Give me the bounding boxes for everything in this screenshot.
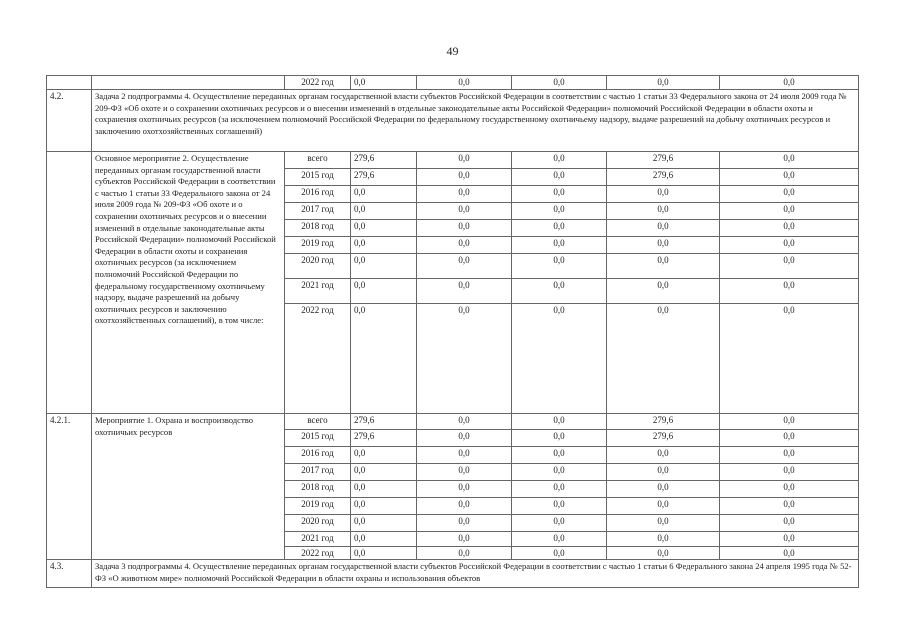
value-cell: 0,0 xyxy=(607,203,720,220)
value-cell: 0,0 xyxy=(512,220,607,237)
year-cell: 2019 год xyxy=(285,237,351,254)
year-cell: 2021 год xyxy=(285,279,351,304)
value-cell: 0,0 xyxy=(720,152,859,169)
value-cell: 0,0 xyxy=(607,464,720,481)
year-cell: всего xyxy=(285,152,351,169)
table-row xyxy=(47,152,859,169)
value-cell: 0,0 xyxy=(720,169,859,186)
value-cell: 0,0 xyxy=(720,481,859,498)
year-cell: 2018 год xyxy=(285,481,351,498)
value-cell: 0,0 xyxy=(607,515,720,532)
event-description: Основное мероприятие 2. Осуществление переданных органам государственной власти субъектов Российской Федерации в соответствии с частью 1 статьи 33 Федерального закона от 24 июля 2009 года № 209-ФЗ «Об охоте и о сохранении охотничьих ресурсов и о внесении изменений в отдельные законодательные акты Российской Федерации» полномочий Российской Федерации в области охоты и сохранения охотничьих ресурсов (за исключением полномочий Российской Федерации по федеральному государственному охотничьему надзору, выдаче разрешений на добычу охотничьих ресурсов и заключению охотхозяйственных соглашений), в том числе: xyxy=(92,152,285,414)
value-cell: 0,0 xyxy=(417,464,512,481)
value-cell: 0,0 xyxy=(351,515,417,532)
number-cell xyxy=(47,76,92,90)
value-cell: 0,0 xyxy=(720,304,859,414)
value-cell: 0,0 xyxy=(607,498,720,515)
value-cell: 279,6 xyxy=(351,169,417,186)
value-cell: 0,0 xyxy=(417,447,512,464)
year-cell: 2020 год xyxy=(285,254,351,279)
value-cell: 0,0 xyxy=(351,547,417,560)
value-cell: 279,6 xyxy=(607,152,720,169)
year-cell: 2020 год xyxy=(285,515,351,532)
value-cell: 279,6 xyxy=(607,430,720,447)
value-cell: 0,0 xyxy=(512,498,607,515)
value-cell: 0,0 xyxy=(512,76,607,90)
description-cell xyxy=(92,76,285,90)
value-cell: 0,0 xyxy=(417,547,512,560)
value-cell: 0,0 xyxy=(512,237,607,254)
value-cell: 0,0 xyxy=(351,237,417,254)
value-cell: 0,0 xyxy=(417,430,512,447)
value-cell: 0,0 xyxy=(720,254,859,279)
value-cell: 0,0 xyxy=(351,220,417,237)
value-cell: 0,0 xyxy=(512,430,607,447)
value-cell: 0,0 xyxy=(417,532,512,547)
value-cell: 0,0 xyxy=(417,304,512,414)
value-cell: 0,0 xyxy=(607,547,720,560)
year-cell: 2015 год xyxy=(285,430,351,447)
value-cell: 0,0 xyxy=(417,254,512,279)
value-cell: 0,0 xyxy=(417,220,512,237)
event-description: Мероприятие 1. Охрана и воспроизводство охотничьих ресурсов xyxy=(92,414,285,560)
value-cell: 0,0 xyxy=(720,203,859,220)
value-cell: 0,0 xyxy=(351,498,417,515)
value-cell: 0,0 xyxy=(607,481,720,498)
value-cell: 0,0 xyxy=(351,254,417,279)
year-cell: 2017 год xyxy=(285,203,351,220)
value-cell: 0,0 xyxy=(720,430,859,447)
value-cell: 0,0 xyxy=(417,279,512,304)
value-cell: 0,0 xyxy=(512,186,607,203)
value-cell: 0,0 xyxy=(351,203,417,220)
page-number: 49 xyxy=(446,44,459,58)
value-cell: 0,0 xyxy=(720,498,859,515)
value-cell: 0,0 xyxy=(720,515,859,532)
year-cell: 2019 год xyxy=(285,498,351,515)
value-cell: 0,0 xyxy=(607,186,720,203)
value-cell: 0,0 xyxy=(607,254,720,279)
value-cell: 0,0 xyxy=(512,279,607,304)
value-cell: 0,0 xyxy=(512,203,607,220)
value-cell: 0,0 xyxy=(351,304,417,414)
value-cell: 279,6 xyxy=(607,414,720,430)
value-cell: 0,0 xyxy=(351,186,417,203)
value-cell: 0,0 xyxy=(351,481,417,498)
value-cell: 0,0 xyxy=(417,481,512,498)
task-row xyxy=(47,560,859,588)
year-cell: 2021 год xyxy=(285,532,351,547)
value-cell: 0,0 xyxy=(720,220,859,237)
value-cell: 279,6 xyxy=(351,414,417,430)
value-cell: 0,0 xyxy=(417,186,512,203)
value-cell: 0,0 xyxy=(512,254,607,279)
task-number: 4.3. xyxy=(47,560,92,588)
value-cell: 0,0 xyxy=(607,220,720,237)
value-cell: 0,0 xyxy=(512,464,607,481)
value-cell: 0,0 xyxy=(417,76,512,90)
value-cell: 0,0 xyxy=(512,547,607,560)
year-cell: 2016 год xyxy=(285,186,351,203)
value-cell: 0,0 xyxy=(512,481,607,498)
value-cell: 0,0 xyxy=(351,532,417,547)
year-cell: 2022 год xyxy=(285,76,351,90)
value-cell: 279,6 xyxy=(607,169,720,186)
value-cell: 0,0 xyxy=(351,76,417,90)
value-cell: 0,0 xyxy=(417,237,512,254)
value-cell: 0,0 xyxy=(512,414,607,430)
value-cell: 0,0 xyxy=(351,279,417,304)
value-cell: 279,6 xyxy=(351,152,417,169)
value-cell: 0,0 xyxy=(417,414,512,430)
value-cell: 0,0 xyxy=(720,237,859,254)
value-cell: 0,0 xyxy=(607,447,720,464)
value-cell: 0,0 xyxy=(720,447,859,464)
number-cell: 4.2.1. xyxy=(47,414,92,560)
year-cell: всего xyxy=(285,414,351,430)
value-cell: 0,0 xyxy=(720,414,859,430)
value-cell: 0,0 xyxy=(607,237,720,254)
value-cell: 0,0 xyxy=(512,304,607,414)
value-cell: 0,0 xyxy=(417,203,512,220)
value-cell: 0,0 xyxy=(512,532,607,547)
task-number: 4.2. xyxy=(47,90,92,152)
value-cell: 279,6 xyxy=(351,430,417,447)
value-cell: 0,0 xyxy=(607,304,720,414)
year-cell: 2022 год xyxy=(285,547,351,560)
year-cell: 2016 год xyxy=(285,447,351,464)
value-cell: 0,0 xyxy=(417,152,512,169)
number-cell xyxy=(47,152,92,414)
value-cell: 0,0 xyxy=(417,169,512,186)
value-cell: 0,0 xyxy=(607,76,720,90)
value-cell: 0,0 xyxy=(512,447,607,464)
value-cell: 0,0 xyxy=(512,169,607,186)
year-cell: 2015 год xyxy=(285,169,351,186)
value-cell: 0,0 xyxy=(720,464,859,481)
value-cell: 0,0 xyxy=(351,464,417,481)
budget-table xyxy=(46,75,859,588)
value-cell: 0,0 xyxy=(512,515,607,532)
value-cell: 0,0 xyxy=(417,498,512,515)
value-cell: 0,0 xyxy=(351,447,417,464)
year-cell: 2017 год xyxy=(285,464,351,481)
year-cell: 2018 год xyxy=(285,220,351,237)
value-cell: 0,0 xyxy=(607,279,720,304)
task-row xyxy=(47,90,859,152)
table-body xyxy=(47,76,859,588)
value-cell: 0,0 xyxy=(417,515,512,532)
value-cell: 0,0 xyxy=(512,152,607,169)
task-text: Задача 3 подпрограммы 4. Осуществление переданных органам государственной власти субъектов Российской Федерации в соответствии с частью 1 статьи 6 Федерального закона 24 апреля 1995 года № 52-ФЗ «О животном мире» полномочий Российской Федерации в области охраны и использования объектов xyxy=(92,560,859,588)
value-cell: 0,0 xyxy=(607,532,720,547)
year-cell: 2022 год xyxy=(285,304,351,414)
value-cell: 0,0 xyxy=(720,547,859,560)
value-cell: 0,0 xyxy=(720,279,859,304)
table-row xyxy=(47,414,859,430)
value-cell: 0,0 xyxy=(720,76,859,90)
value-cell: 0,0 xyxy=(720,532,859,547)
table-row xyxy=(47,76,859,90)
value-cell: 0,0 xyxy=(720,186,859,203)
task-text: Задача 2 подпрограммы 4. Осуществление переданных органам государственной власти субъектов Российской Федерации в соответствии с частью 1 статьи 33 Федерального закона от 24 июля 2009 года № 209-ФЗ «Об охоте и о сохранении охотничьих ресурсов и о внесении изменений в отдельные законодательные акты Российской Федерации» полномочий Российской Федерации в области охоты и сохранения охотничьих ресурсов (за исключением полномочий Российской Федерации по федеральному государственному охотничьему надзору, выдаче разрешений на добычу охотничьих ресурсов и заключению охотхозяйственных соглашений) xyxy=(92,90,859,152)
